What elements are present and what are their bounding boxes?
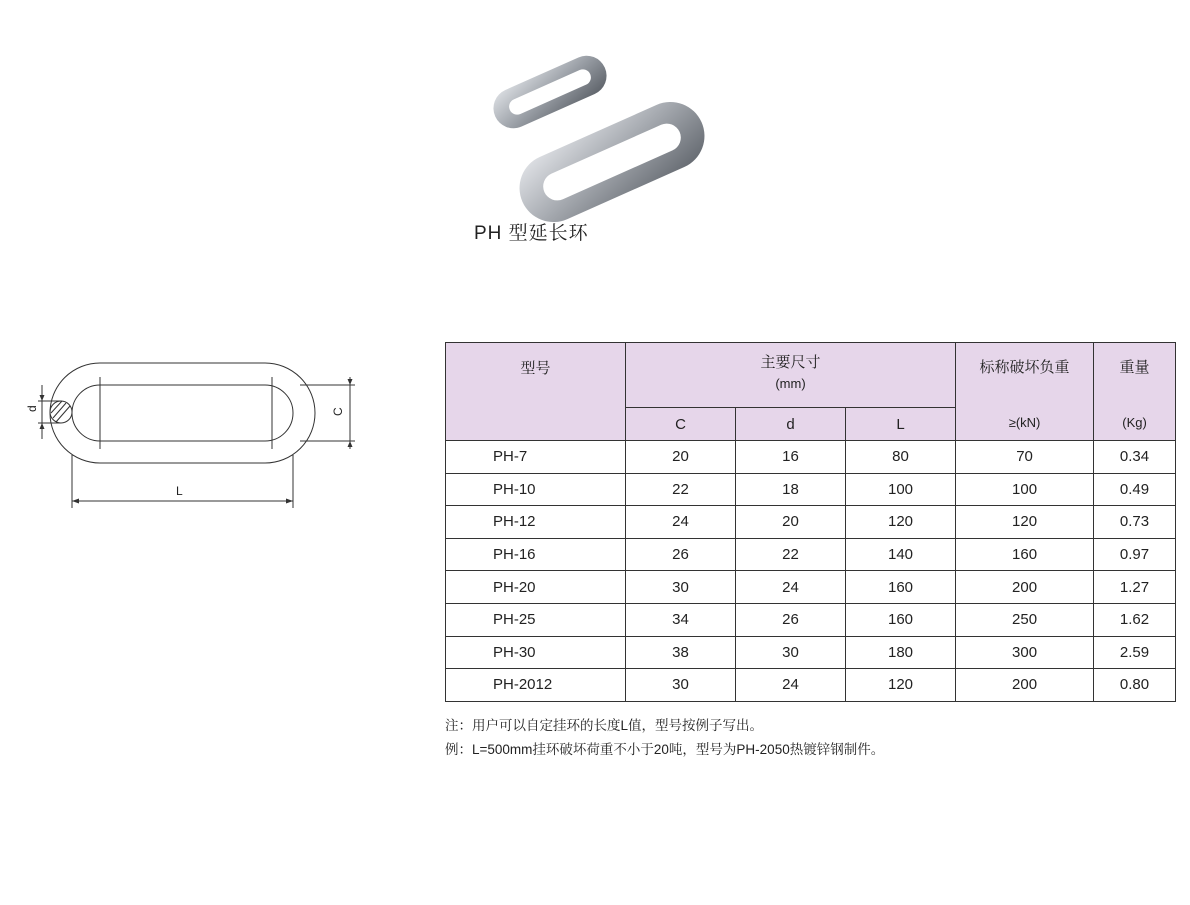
cell-load: 160: [956, 538, 1094, 571]
cell-c: 30: [626, 571, 736, 604]
product-caption: PH 型延长环: [474, 223, 589, 244]
cell-d: 18: [736, 473, 846, 506]
cell-c: 26: [626, 538, 736, 571]
cell-d: 22: [736, 538, 846, 571]
header-main-dims: 主要尺寸 (mm): [626, 343, 956, 408]
cell-d: 26: [736, 603, 846, 636]
header-c: C: [626, 408, 736, 441]
cell-weight: 0.49: [1094, 473, 1176, 506]
dimension-label-c: C: [331, 407, 345, 416]
header-weight: 重量 (Kg): [1094, 343, 1176, 441]
cell-model: PH-30: [446, 636, 626, 669]
cell-c: 30: [626, 669, 736, 702]
header-d: d: [736, 408, 846, 441]
cell-d: 16: [736, 441, 846, 474]
table-row: [446, 571, 1176, 604]
cell-weight: 0.97: [1094, 538, 1176, 571]
table-row: [446, 441, 1176, 474]
cell-d: 24: [736, 669, 846, 702]
cell-l: 100: [846, 473, 956, 506]
cell-weight: 0.34: [1094, 441, 1176, 474]
table-row: [446, 473, 1176, 506]
notes: [445, 714, 884, 762]
cell-c: 38: [626, 636, 736, 669]
table-row: [446, 636, 1176, 669]
cell-load: 200: [956, 669, 1094, 702]
cell-c: 20: [626, 441, 736, 474]
cell-weight: 2.59: [1094, 636, 1176, 669]
cell-l: 120: [846, 669, 956, 702]
cell-d: 24: [736, 571, 846, 604]
spec-table: [445, 342, 1176, 702]
table-row: [446, 603, 1176, 636]
cell-model: PH-2012: [446, 669, 626, 702]
header-l: L: [846, 408, 956, 441]
cell-l: 120: [846, 506, 956, 539]
header-model: 型号: [446, 343, 626, 441]
note-line-1: 注：用户可以自定挂环的长度L值，型号按例子写出。: [445, 718, 764, 733]
cell-load: 250: [956, 603, 1094, 636]
cell-c: 22: [626, 473, 736, 506]
cell-weight: 0.80: [1094, 669, 1176, 702]
cell-d: 30: [736, 636, 846, 669]
cell-model: PH-12: [446, 506, 626, 539]
dimension-label-l: L: [176, 484, 183, 498]
product-photo: [480, 50, 720, 225]
cell-load: 120: [956, 506, 1094, 539]
cell-l: 160: [846, 571, 956, 604]
cell-c: 24: [626, 506, 736, 539]
cell-model: PH-25: [446, 603, 626, 636]
header-load: 标称破坏负重 ≥(kN): [956, 343, 1094, 441]
table-row: [446, 506, 1176, 539]
cell-l: 80: [846, 441, 956, 474]
cell-model: PH-16: [446, 538, 626, 571]
table-row: [446, 669, 1176, 702]
note-line-2: 例：L=500mm挂环破坏荷重不小于20吨，型号为PH-2050热镀锌钢制件。: [445, 742, 885, 757]
cell-load: 100: [956, 473, 1094, 506]
cell-weight: 1.62: [1094, 603, 1176, 636]
wire-cross-section: [50, 401, 72, 423]
ring-outer-outline: [50, 363, 315, 463]
table-row: [446, 538, 1176, 571]
cell-model: PH-10: [446, 473, 626, 506]
dimension-label-d: d: [25, 405, 39, 412]
small-ring-image: [487, 50, 613, 135]
cell-c: 34: [626, 603, 736, 636]
cell-model: PH-7: [446, 441, 626, 474]
cell-weight: 1.27: [1094, 571, 1176, 604]
cell-model: PH-20: [446, 571, 626, 604]
cell-l: 140: [846, 538, 956, 571]
cell-load: 200: [956, 571, 1094, 604]
cell-load: 70: [956, 441, 1094, 474]
cell-load: 300: [956, 636, 1094, 669]
cell-d: 20: [736, 506, 846, 539]
ring-inner-outline: [72, 385, 293, 441]
cell-l: 160: [846, 603, 956, 636]
cell-l: 180: [846, 636, 956, 669]
cell-weight: 0.73: [1094, 506, 1176, 539]
technical-drawing: [20, 355, 370, 515]
